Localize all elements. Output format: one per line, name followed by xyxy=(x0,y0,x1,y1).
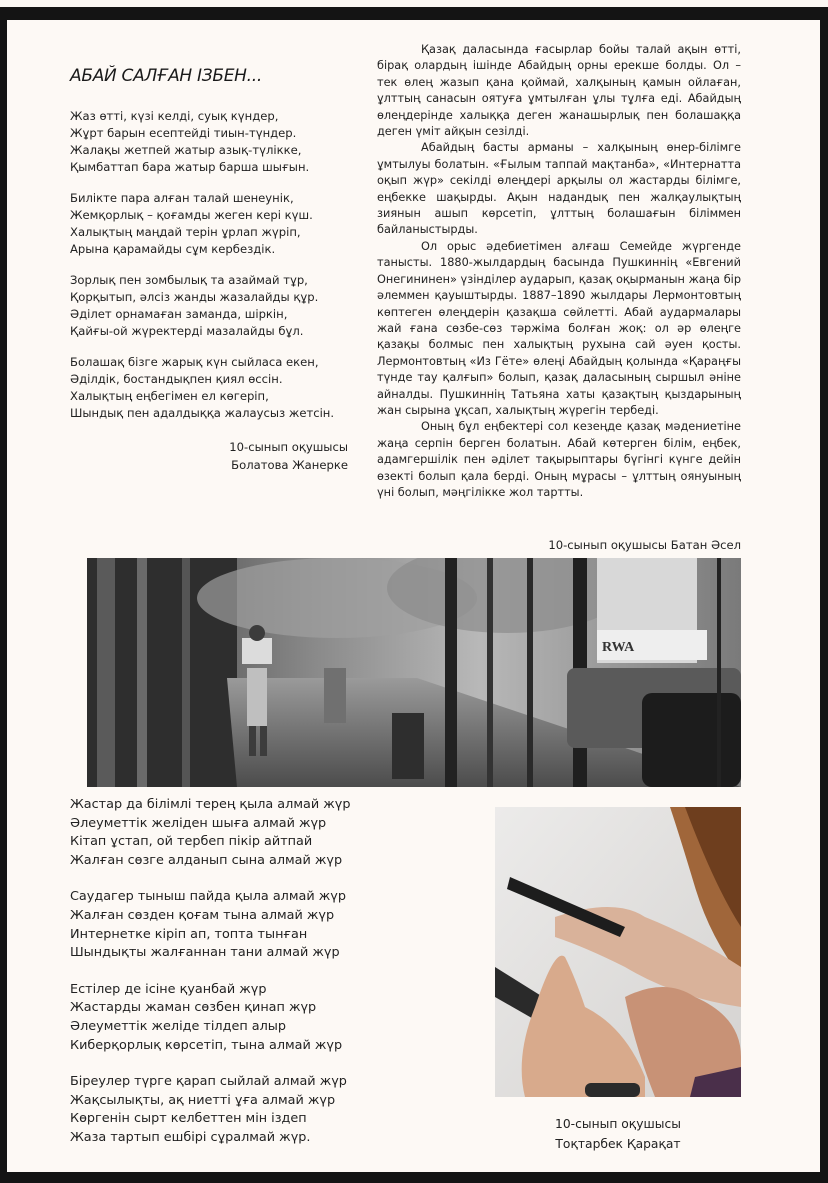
phones-photo xyxy=(495,807,741,1097)
poem-line: Жалған сөзге алданып сына алмай жүр xyxy=(70,852,343,868)
author-name: Болатова Жанерке xyxy=(231,458,348,472)
poem-line: Жұрт барын есептейді тиын-түндер. xyxy=(70,126,297,140)
poem-2 xyxy=(70,796,350,1166)
poem-line: Жаз өтті, күзі келді, суық күндер, xyxy=(70,109,279,123)
poem-line: Жақсылықты, ақ ниетті ұға алмай жүр xyxy=(70,1092,336,1108)
poem-line: Қайғы-ой жүректерді мазалайды бұл. xyxy=(70,324,304,338)
poem-1-stanza xyxy=(70,108,334,176)
essay-author: 10-сынып оқушысы Батан Әсел xyxy=(548,538,741,552)
poem-line: Қымбаттап бара жатыр барша шығын. xyxy=(70,160,310,174)
poem-2-stanza xyxy=(70,796,350,870)
poem-line: Көргенін сырт келбеттен мін іздеп xyxy=(70,1111,307,1127)
essay-paragraph: Ол орыс әдебиетімен алғаш Семейде жүргенде танысты. 1880-жылдардың басында Пушкиннің «Евгений Онегининен» үзінділер аударып, қазақ оқырманын жаңа бір әлеммен қауыштырды. 1887–1890 жылдары Лермонтовтың көптеген өлеңдерін қазақша сөйлетті. Абай аудармалары жай ғана сөзбе-сөз тәржіма болған жоқ: ол әр өлеңге қазақы болмыс пен халықтың рухына сай әуен қосты. Лермонтовтың «Из Гёте» өлеңі Абайдың қолында «Қараңғы түнде тау қалғып» болып, қазақ даласының сыршыл әніне айналды. Пушкиннің Татьяна хаты қазақтың қыздарының жан сырына ұқсап, халықтың жүрегін тербеді. xyxy=(377,239,741,417)
poem-line: Қорқытып, әлсіз жанды жазалайды құр. xyxy=(70,290,319,304)
poem-1-stanza xyxy=(70,190,334,258)
poem-line: Жемқорлық – қоғамды жеген кері күш. xyxy=(70,208,313,222)
poem-line: Интернетке кіріп ап, топта тынған xyxy=(70,926,308,942)
poem-1-author xyxy=(157,438,348,474)
poem-line: Әділдік, бостандықпен қиял өссін. xyxy=(70,372,283,386)
poem-line: Саудагер тыныш пайда қыла алмай жүр xyxy=(70,889,346,905)
poem-line: Билікте пара алған талай шенеунік, xyxy=(70,191,294,205)
poem-line: Жастарды жаман сөзбен қинап жүр xyxy=(70,1000,317,1016)
poem-line: Арына қарамайды сұм кербездік. xyxy=(70,242,276,256)
author-name: Тоқтарбек Қарақат xyxy=(555,1137,681,1151)
article-title: АБАЙ САЛҒАН ІЗБЕН... xyxy=(70,66,262,86)
poem-line: Шындықты жалғаннан тани алмай жүр xyxy=(70,945,340,961)
poem-line: Болашақ бізге жарық күн сыйласа екен, xyxy=(70,355,319,369)
poem-line: Жалған сөзден қоғам тына алмай жүр xyxy=(70,907,335,923)
magazine-page xyxy=(7,20,820,1172)
poem-1 xyxy=(70,108,334,436)
svg-text:RWA: RWA xyxy=(602,640,635,655)
poem-line: Біреулер түрге қарап сыйлай алмай жүр xyxy=(70,1074,347,1090)
poem-line: Жалақы жетпей жатыр азық-түлікке, xyxy=(70,143,302,157)
essay-paragraph: Оның бұл еңбектері сол кезеңде қазақ мәдениетіне жаңа серпін берген болатын. Абай көтерген білім, еңбек, адамгершілік пен әділет тақырыптары бүгінгі күнге дейін өзекті болып қала берді. Оның мұрасы – ұлттың оянуының үні болып, мәңгілікке жол тартты. xyxy=(377,420,741,499)
author-class: 10-сынып оқушысы xyxy=(229,440,348,454)
poem-line: Жастар да білімлі терең қыла алмай жүр xyxy=(70,797,351,812)
poem-1-stanza xyxy=(70,272,334,340)
essay xyxy=(377,42,741,501)
poem-2-stanza xyxy=(70,981,350,1055)
poem-1-stanza xyxy=(70,354,334,422)
essay-paragraph: Абайдың басты арманы – халқының өнер-білімге ұмтылуы болатын. «Ғылым таппай мақтанба», «Интернатта оқып жүр» секілді өлеңдері арқылы ол жастарды білімге, еңбекке шақырды. Ақын надандық пен жалқаулықтың зиянын ашып көрсетіп, ұлттың болашағын біліммен байланыстырды. xyxy=(377,141,741,237)
poem-line: Киберқорлық көрсетіп, тына алмай жүр xyxy=(70,1037,343,1053)
author-class: 10-сынып оқушысы xyxy=(555,1117,681,1131)
top-strip xyxy=(0,0,828,7)
poem-line: Халықтың еңбегімен ел көгеріп, xyxy=(70,389,269,403)
poem-line: Кітап ұстап, ой тербеп пікір айтпай xyxy=(70,834,313,850)
poem-line: Жаза тартып ешбірі сұралмай жүр. xyxy=(70,1129,311,1145)
street-photo xyxy=(87,558,741,787)
poem-2-stanza xyxy=(70,1073,350,1147)
poem-line: Шындық пен адалдыққа жалаусыз жетсін. xyxy=(70,406,335,420)
poem-line: Халықтың маңдай терін ұрлап жүріп, xyxy=(70,225,301,239)
essay-paragraph: Қазақ даласында ғасырлар бойы талай ақын өтті, бірақ олардың ішінде Абайдың орны ерекше болды. Ол – тек өлең жазып қана қоймай, халқының қамын ойлаған, ұлттың санасын оятуға ұмтылған ұлы тұлға еді. Абайдың өлеңдерінде халыққа деген жанашырлық пен болашаққа деген үміт айқын сезілді. xyxy=(377,43,741,139)
poem-line: Әділет орнамаған заманда, шіркін, xyxy=(70,307,288,321)
poem-line: Әлеуметтік желіде тілдеп алыр xyxy=(70,1018,287,1034)
poem-line: Әлеуметтік желіден шыға алмай жүр xyxy=(70,815,327,831)
poem-line: Естілер де ісіне қуанбай жүр xyxy=(70,981,267,997)
poem-2-stanza xyxy=(70,888,350,962)
poem-2-author xyxy=(495,1114,741,1154)
poem-line: Зорлық пен зомбылық та азаймай тұр, xyxy=(70,273,308,287)
